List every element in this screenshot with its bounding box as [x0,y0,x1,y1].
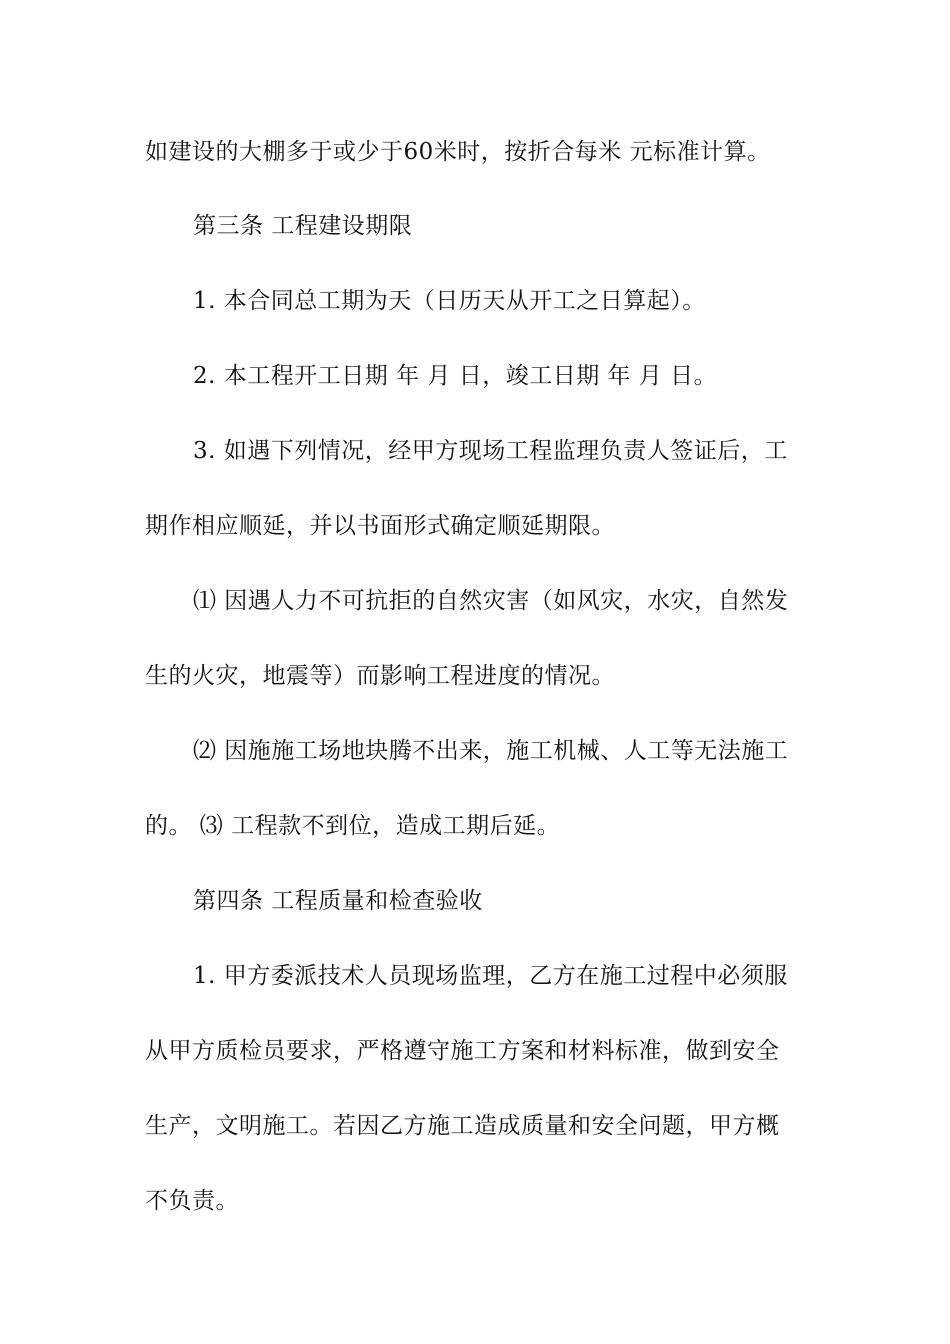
paragraph-line: 不负责。 [145,1188,239,1214]
paragraph-line: 2. 本工程开工日期 年 月 日，竣工日期 年 月 日。 [193,363,718,389]
paragraph-line: 生产，文明施工。若因乙方施工造成质量和安全问题，甲方概 [145,1113,780,1139]
paragraph-line: 3. 如遇下列情况，经甲方现场工程监理负责人签证后，工 [193,438,788,464]
paragraph-line: 期作相应顺延，并以书面形式确定顺延期限。 [145,513,615,539]
paragraph-line: 如建设的大棚多于或少于60米时，按折合每米 元标准计算。 [145,139,771,165]
paragraph-line: ⑴ 因遇人力不可抗拒的自然灾害（如风灾，水灾，自然发 [193,588,789,614]
section-heading: 第三条 工程建设期限 [193,213,413,239]
paragraph-line: 1. 甲方委派技术人员现场监理，乙方在施工过程中必须服 [193,963,788,989]
paragraph-line: 从甲方质检员要求，严格遵守施工方案和材料标准，做到安全 [145,1038,780,1064]
paragraph-line: 1. 本合同总工期为天（日历天从开工之日算起）。 [193,288,706,314]
section-heading: 第四条 工程质量和检查验收 [193,888,483,914]
paragraph-line: 的。 ⑶ 工程款不到位，造成工期后延。 [145,813,561,839]
paragraph-line: ⑵ 因施施工场地块腾不出来，施工机械、人工等无法施工 [193,738,789,764]
paragraph-line: 生的火灾，地震等）而影响工程进度的情况。 [145,663,615,689]
